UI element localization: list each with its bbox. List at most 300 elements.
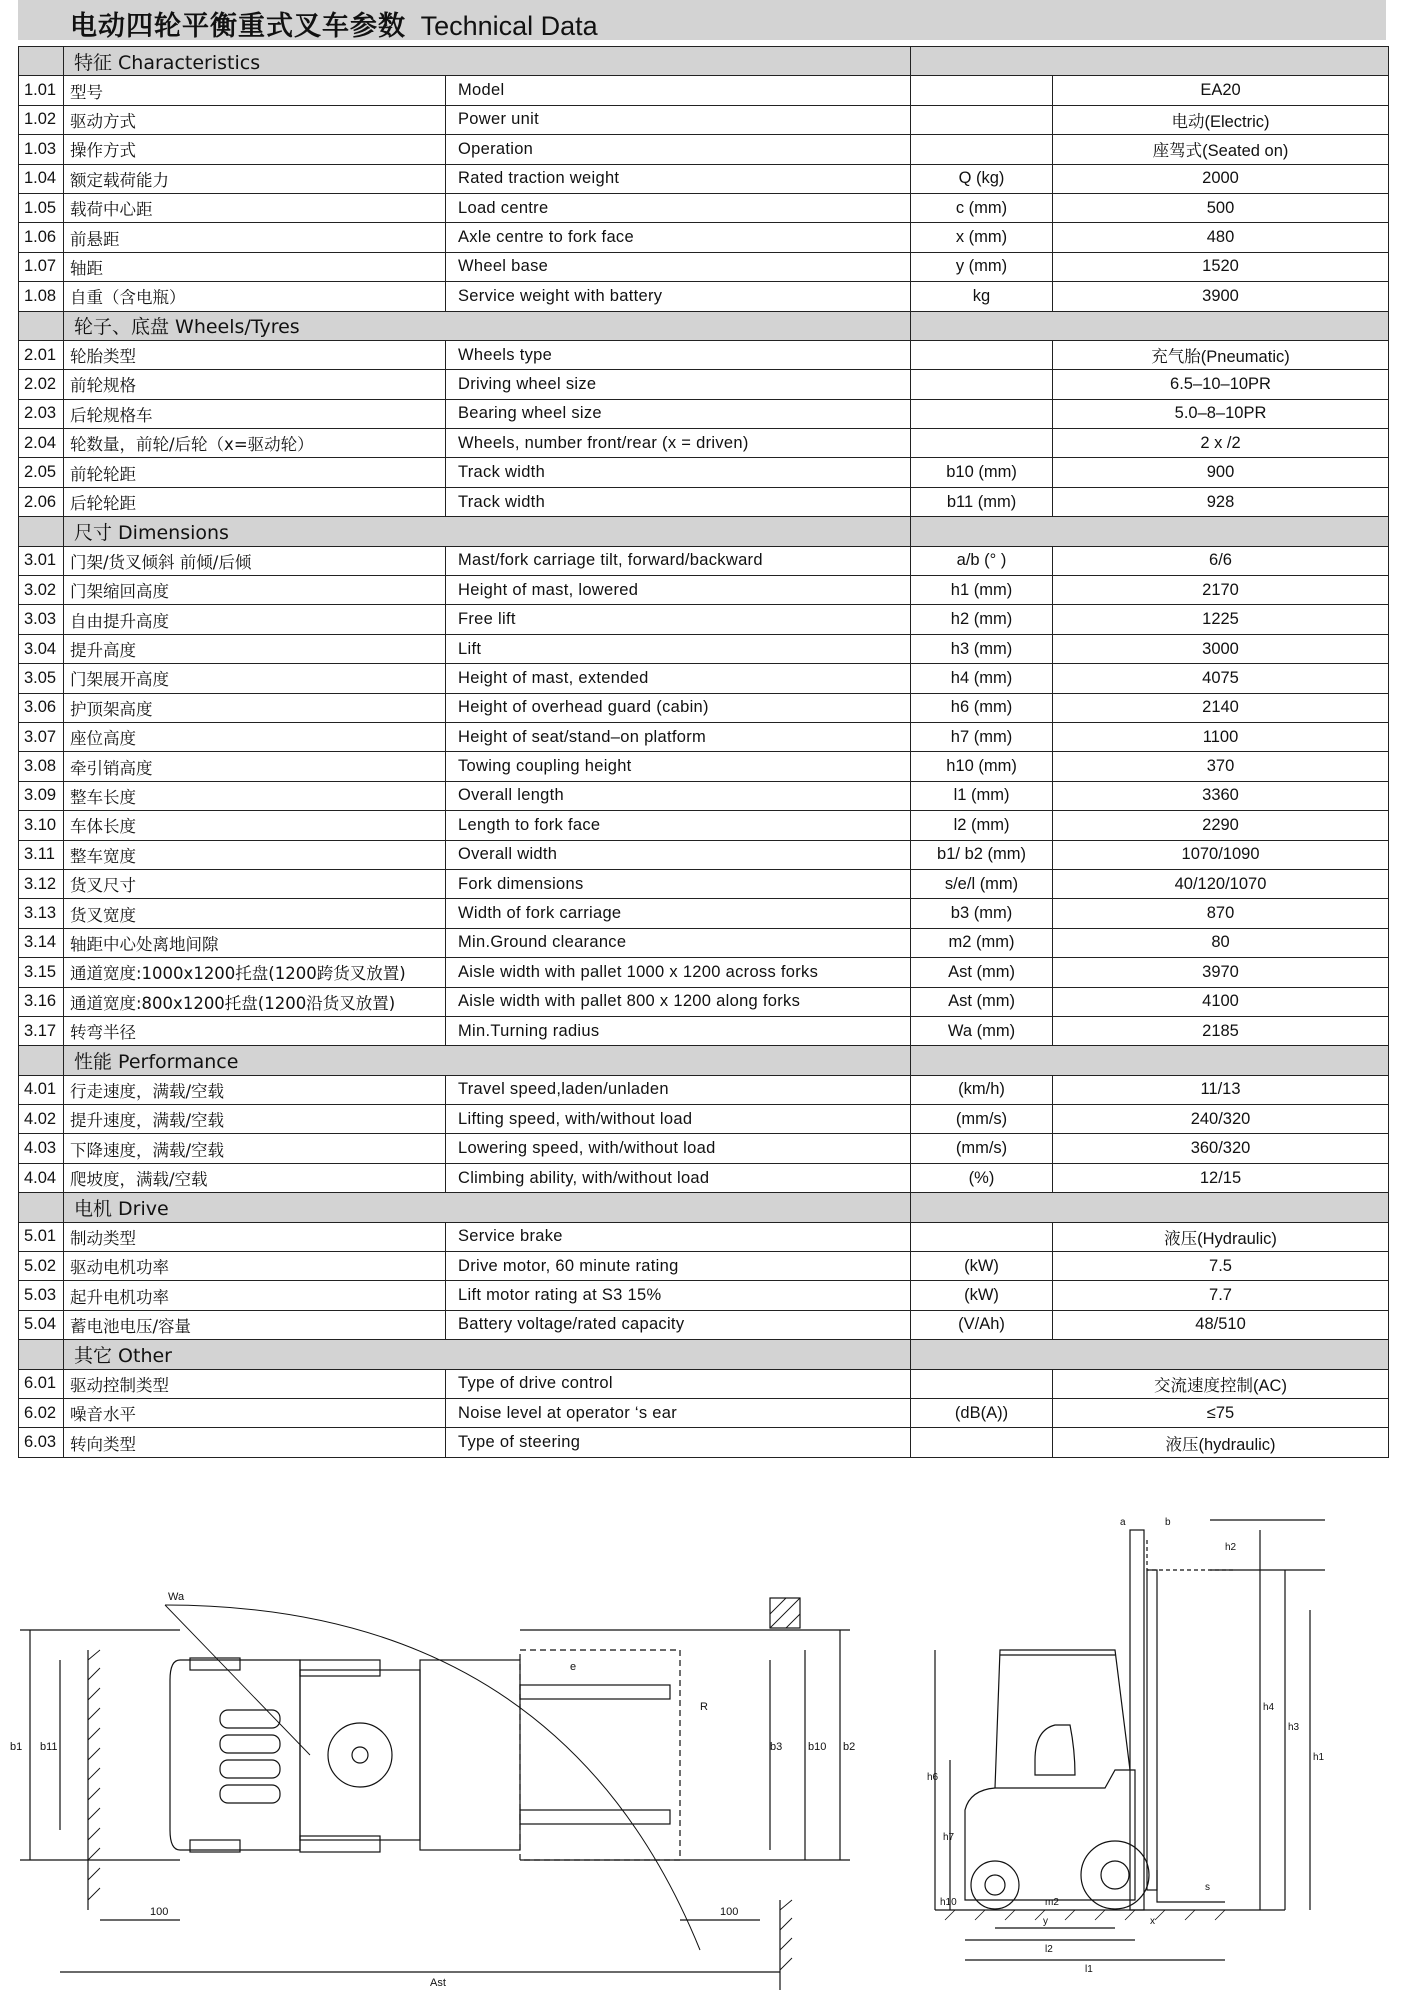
- row-unit: l2 (mm): [911, 811, 1053, 840]
- row-en-label: Service weight with battery: [446, 282, 911, 311]
- row-cn-label: 驱动控制类型: [64, 1369, 446, 1398]
- label-y: y: [1043, 1916, 1048, 1927]
- table-row: [19, 487, 1389, 516]
- row-number: 3.13: [19, 899, 64, 928]
- row-cn-label: 型号: [64, 76, 446, 105]
- row-unit: [911, 399, 1053, 428]
- label-ast: Ast: [430, 1977, 446, 1989]
- table-row: [19, 634, 1389, 663]
- row-en-label: Fork dimensions: [446, 869, 911, 898]
- row-unit: (V/Ah): [911, 1310, 1053, 1339]
- row-en-label: Driving wheel size: [446, 370, 911, 399]
- row-unit: (mm/s): [911, 1105, 1053, 1134]
- row-cn-label: 爬坡度，满载/空载: [64, 1163, 446, 1192]
- row-value: 370: [1053, 752, 1389, 781]
- row-number: 2.02: [19, 370, 64, 399]
- row-en-label: Bearing wheel size: [446, 399, 911, 428]
- table-row: [19, 252, 1389, 281]
- row-number: 5.01: [19, 1222, 64, 1251]
- row-value: EA20: [1053, 76, 1389, 105]
- row-value: 4075: [1053, 664, 1389, 693]
- row-unit: h3 (mm): [911, 634, 1053, 663]
- row-unit: h7 (mm): [911, 722, 1053, 751]
- row-en-label: Overall length: [446, 781, 911, 810]
- table-row: [19, 899, 1389, 928]
- row-en-label: Type of steering: [446, 1428, 911, 1457]
- row-cn-label: 整车长度: [64, 781, 446, 810]
- row-cn-label: 下降速度，满载/空载: [64, 1134, 446, 1163]
- row-number: 3.17: [19, 1016, 64, 1045]
- table-row: [19, 458, 1389, 487]
- row-number: 3.10: [19, 811, 64, 840]
- row-value: 2170: [1053, 576, 1389, 605]
- row-en-label: Drive motor, 60 minute rating: [446, 1252, 911, 1281]
- row-unit: h1 (mm): [911, 576, 1053, 605]
- row-number: 3.16: [19, 987, 64, 1016]
- table-row: [19, 429, 1389, 458]
- row-number: 4.03: [19, 1134, 64, 1163]
- row-unit: (km/h): [911, 1075, 1053, 1104]
- section-title: 其它 Other: [64, 1340, 911, 1369]
- row-number: 4.02: [19, 1105, 64, 1134]
- row-en-label: Aisle width with pallet 800 x 1200 along forks: [446, 987, 911, 1016]
- row-value: 3000: [1053, 634, 1389, 663]
- row-cn-label: 起升电机功率: [64, 1281, 446, 1310]
- row-en-label: Operation: [446, 135, 911, 164]
- row-unit: [911, 135, 1053, 164]
- row-en-label: Mast/fork carriage tilt, forward/backward: [446, 546, 911, 575]
- section-index-cell: [19, 1046, 64, 1075]
- section-header: [19, 47, 1389, 76]
- table-row: [19, 987, 1389, 1016]
- row-cn-label: 门架缩回高度: [64, 576, 446, 605]
- section-blank-cell: [911, 311, 1389, 340]
- row-cn-label: 提升速度，满载/空载: [64, 1105, 446, 1134]
- row-number: 1.06: [19, 223, 64, 252]
- label-b11: b11: [40, 1741, 58, 1753]
- row-cn-label: 自重（含电瓶）: [64, 282, 446, 311]
- table-row: [19, 840, 1389, 869]
- label-h1: h1: [1313, 1752, 1325, 1763]
- row-en-label: Lifting speed, with/without load: [446, 1105, 911, 1134]
- row-value: 4100: [1053, 987, 1389, 1016]
- row-unit: [911, 1428, 1053, 1457]
- row-value: 48/510: [1053, 1310, 1389, 1339]
- row-number: 5.04: [19, 1310, 64, 1339]
- row-en-label: Travel speed,laden/unladen: [446, 1075, 911, 1104]
- row-cn-label: 轴距中心处离地间隙: [64, 928, 446, 957]
- row-unit: [911, 1222, 1053, 1251]
- row-en-label: Track width: [446, 458, 911, 487]
- row-en-label: Load centre: [446, 193, 911, 222]
- row-en-label: Power unit: [446, 105, 911, 134]
- row-value: 900: [1053, 458, 1389, 487]
- table-row: [19, 340, 1389, 369]
- table-row: [19, 1281, 1389, 1310]
- row-number: 1.07: [19, 252, 64, 281]
- section-blank-cell: [911, 1193, 1389, 1222]
- row-en-label: Height of mast, lowered: [446, 576, 911, 605]
- table-row: [19, 1252, 1389, 1281]
- row-value: 928: [1053, 487, 1389, 516]
- label-b3: b3: [770, 1741, 783, 1753]
- section-header: [19, 1046, 1389, 1075]
- spec-table: [18, 46, 1389, 1458]
- label-h7: h7: [943, 1832, 955, 1843]
- table-row: [19, 958, 1389, 987]
- label-100-left: 100: [150, 1906, 169, 1918]
- section-header: [19, 1193, 1389, 1222]
- row-number: 3.07: [19, 722, 64, 751]
- label-x: x: [1150, 1916, 1155, 1927]
- row-cn-label: 轮数量，前轮/后轮（x=驱动轮）: [64, 429, 446, 458]
- row-number: 3.09: [19, 781, 64, 810]
- row-number: 3.04: [19, 634, 64, 663]
- table-row: [19, 1398, 1389, 1427]
- row-cn-label: 整车宽度: [64, 840, 446, 869]
- table-row: [19, 664, 1389, 693]
- row-number: 3.15: [19, 958, 64, 987]
- label-wa: Wa: [168, 1591, 185, 1603]
- title-bar: [18, 0, 1386, 40]
- row-cn-label: 转弯半径: [64, 1016, 446, 1045]
- section-header: [19, 1340, 1389, 1369]
- side-view-drawing: [925, 1510, 1395, 1995]
- row-number: 2.04: [19, 429, 64, 458]
- table-row: [19, 781, 1389, 810]
- row-cn-label: 牵引销高度: [64, 752, 446, 781]
- row-unit: x (mm): [911, 223, 1053, 252]
- section-title: 电机 Drive: [64, 1193, 911, 1222]
- row-unit: Q (kg): [911, 164, 1053, 193]
- table-row: [19, 135, 1389, 164]
- row-en-label: Track width: [446, 487, 911, 516]
- row-cn-label: 护顶架高度: [64, 693, 446, 722]
- label-l1: l1: [1085, 1964, 1093, 1975]
- row-value: 1070/1090: [1053, 840, 1389, 869]
- table-row: [19, 928, 1389, 957]
- row-number: 2.03: [19, 399, 64, 428]
- row-en-label: Rated traction weight: [446, 164, 911, 193]
- row-number: 3.12: [19, 869, 64, 898]
- table-row: [19, 76, 1389, 105]
- row-cn-label: 货叉宽度: [64, 899, 446, 928]
- label-s: s: [1205, 1882, 1210, 1893]
- row-unit: b3 (mm): [911, 899, 1053, 928]
- row-unit: l1 (mm): [911, 781, 1053, 810]
- table-row: [19, 811, 1389, 840]
- row-unit: c (mm): [911, 193, 1053, 222]
- table-row: [19, 752, 1389, 781]
- row-number: 6.01: [19, 1369, 64, 1398]
- table-row: [19, 1310, 1389, 1339]
- title-cn: 电动四轮平衡重式叉车参数: [70, 11, 406, 42]
- row-cn-label: 车体长度: [64, 811, 446, 840]
- row-cn-label: 门架/货叉倾斜 前倾/后倾: [64, 546, 446, 575]
- row-number: 1.02: [19, 105, 64, 134]
- row-value: 11/13: [1053, 1075, 1389, 1104]
- section-index-cell: [19, 311, 64, 340]
- row-value: 500: [1053, 193, 1389, 222]
- row-value: 3360: [1053, 781, 1389, 810]
- row-cn-label: 门架展开高度: [64, 664, 446, 693]
- table-row: [19, 722, 1389, 751]
- row-cn-label: 后轮轮距: [64, 487, 446, 516]
- row-value: 5.0–8–10PR: [1053, 399, 1389, 428]
- row-value: 80: [1053, 928, 1389, 957]
- row-number: 3.01: [19, 546, 64, 575]
- row-value: 交流速度控制(AC): [1053, 1369, 1389, 1398]
- row-value: 1225: [1053, 605, 1389, 634]
- row-unit: [911, 429, 1053, 458]
- section-title: 性能 Performance: [64, 1046, 911, 1075]
- section-blank-cell: [911, 1340, 1389, 1369]
- table-row: [19, 693, 1389, 722]
- label-h3: h3: [1288, 1722, 1300, 1733]
- row-unit: b11 (mm): [911, 487, 1053, 516]
- row-en-label: Service brake: [446, 1222, 911, 1251]
- table-row: [19, 1222, 1389, 1251]
- label-b: b: [1165, 1517, 1171, 1528]
- row-cn-label: 噪音水平: [64, 1398, 446, 1427]
- row-value: 40/120/1070: [1053, 869, 1389, 898]
- row-cn-label: 行走速度，满载/空载: [64, 1075, 446, 1104]
- label-h4: h4: [1263, 1702, 1275, 1713]
- row-value: 2290: [1053, 811, 1389, 840]
- table-row: [19, 193, 1389, 222]
- label-b2: b2: [843, 1741, 856, 1753]
- row-unit: (dB(A)): [911, 1398, 1053, 1427]
- row-number: 1.01: [19, 76, 64, 105]
- row-unit: y (mm): [911, 252, 1053, 281]
- row-unit: Ast (mm): [911, 958, 1053, 987]
- row-unit: [911, 340, 1053, 369]
- row-value: 液压(hydraulic): [1053, 1428, 1389, 1457]
- label-b10: b10: [808, 1741, 827, 1753]
- row-value: 12/15: [1053, 1163, 1389, 1192]
- section-index-cell: [19, 1340, 64, 1369]
- row-en-label: Wheel base: [446, 252, 911, 281]
- section-title: 尺寸 Dimensions: [64, 517, 911, 546]
- row-en-label: Battery voltage/rated capacity: [446, 1310, 911, 1339]
- row-value: 240/320: [1053, 1105, 1389, 1134]
- table-row: [19, 1134, 1389, 1163]
- row-number: 3.06: [19, 693, 64, 722]
- row-value: 液压(Hydraulic): [1053, 1222, 1389, 1251]
- row-value: 360/320: [1053, 1134, 1389, 1163]
- row-en-label: Height of mast, extended: [446, 664, 911, 693]
- table-row: [19, 399, 1389, 428]
- section-blank-cell: [911, 517, 1389, 546]
- table-row: [19, 282, 1389, 311]
- row-en-label: Model: [446, 76, 911, 105]
- row-cn-label: 座位高度: [64, 722, 446, 751]
- section-index-cell: [19, 517, 64, 546]
- row-en-label: Axle centre to fork face: [446, 223, 911, 252]
- row-unit: b1/ b2 (mm): [911, 840, 1053, 869]
- row-cn-label: 转向类型: [64, 1428, 446, 1457]
- row-cn-label: 制动类型: [64, 1222, 446, 1251]
- row-cn-label: 轮胎类型: [64, 340, 446, 369]
- row-value: 6.5–10–10PR: [1053, 370, 1389, 399]
- table-row: [19, 576, 1389, 605]
- row-cn-label: 前轮规格: [64, 370, 446, 399]
- row-unit: Ast (mm): [911, 987, 1053, 1016]
- row-value: 480: [1053, 223, 1389, 252]
- row-en-label: Width of fork carriage: [446, 899, 911, 928]
- row-number: 3.08: [19, 752, 64, 781]
- section-blank-cell: [911, 47, 1389, 76]
- label-b1: b1: [10, 1741, 23, 1753]
- row-number: 3.14: [19, 928, 64, 957]
- row-number: 1.05: [19, 193, 64, 222]
- row-en-label: Wheels type: [446, 340, 911, 369]
- row-number: 2.05: [19, 458, 64, 487]
- row-number: 4.04: [19, 1163, 64, 1192]
- table-row: [19, 1075, 1389, 1104]
- label-a: a: [1120, 1517, 1126, 1528]
- row-number: 3.05: [19, 664, 64, 693]
- row-en-label: Min.Turning radius: [446, 1016, 911, 1045]
- row-value: 座驾式(Seated on): [1053, 135, 1389, 164]
- row-value: ≤75: [1053, 1398, 1389, 1427]
- row-en-label: Lowering speed, with/without load: [446, 1134, 911, 1163]
- row-en-label: Free lift: [446, 605, 911, 634]
- row-value: 2140: [1053, 693, 1389, 722]
- row-number: 5.03: [19, 1281, 64, 1310]
- row-unit: a/b (° ): [911, 546, 1053, 575]
- row-cn-label: 蓄电池电压/容量: [64, 1310, 446, 1339]
- section-header: [19, 517, 1389, 546]
- row-en-label: Towing coupling height: [446, 752, 911, 781]
- row-unit: h6 (mm): [911, 693, 1053, 722]
- row-number: 3.03: [19, 605, 64, 634]
- row-cn-label: 货叉尺寸: [64, 869, 446, 898]
- row-cn-label: 操作方式: [64, 135, 446, 164]
- table-row: [19, 223, 1389, 252]
- table-row: [19, 1163, 1389, 1192]
- row-en-label: Height of overhead guard (cabin): [446, 693, 911, 722]
- row-unit: m2 (mm): [911, 928, 1053, 957]
- row-value: 3900: [1053, 282, 1389, 311]
- row-cn-label: 通道宽度:800x1200托盘(1200沿货叉放置): [64, 987, 446, 1016]
- row-en-label: Climbing ability, with/without load: [446, 1163, 911, 1192]
- label-l2: l2: [1045, 1944, 1053, 1955]
- row-en-label: Noise level at operator ‘s ear: [446, 1398, 911, 1427]
- title-en: Technical Data: [420, 11, 598, 41]
- table-row: [19, 1369, 1389, 1398]
- row-value: 7.7: [1053, 1281, 1389, 1310]
- row-unit: [911, 370, 1053, 399]
- section-title: 轮子、底盘 Wheels/Tyres: [64, 311, 911, 340]
- row-unit: (%): [911, 1163, 1053, 1192]
- row-unit: s/e/l (mm): [911, 869, 1053, 898]
- row-unit: h2 (mm): [911, 605, 1053, 634]
- row-number: 3.02: [19, 576, 64, 605]
- table-row: [19, 370, 1389, 399]
- section-index-cell: [19, 1193, 64, 1222]
- row-en-label: Length to fork face: [446, 811, 911, 840]
- row-unit: (kW): [911, 1252, 1053, 1281]
- row-number: 4.01: [19, 1075, 64, 1104]
- row-number: 1.03: [19, 135, 64, 164]
- row-cn-label: 前轮轮距: [64, 458, 446, 487]
- table-row: [19, 605, 1389, 634]
- row-unit: kg: [911, 282, 1053, 311]
- row-en-label: Height of seat/stand–on platform: [446, 722, 911, 751]
- row-cn-label: 通道宽度:1000x1200托盘(1200跨货叉放置): [64, 958, 446, 987]
- row-en-label: Type of drive control: [446, 1369, 911, 1398]
- row-en-label: Overall width: [446, 840, 911, 869]
- row-number: 5.02: [19, 1252, 64, 1281]
- row-unit: h4 (mm): [911, 664, 1053, 693]
- row-unit: [911, 1369, 1053, 1398]
- table-row: [19, 1105, 1389, 1134]
- row-cn-label: 后轮规格车: [64, 399, 446, 428]
- row-en-label: Wheels, number front/rear (x = driven): [446, 429, 911, 458]
- row-number: 6.02: [19, 1398, 64, 1427]
- row-number: 1.04: [19, 164, 64, 193]
- section-index-cell: [19, 47, 64, 76]
- row-unit: h10 (mm): [911, 752, 1053, 781]
- section-header: [19, 311, 1389, 340]
- row-number: 2.01: [19, 340, 64, 369]
- row-cn-label: 前悬距: [64, 223, 446, 252]
- label-h10: h10: [940, 1897, 957, 1908]
- table-row: [19, 1016, 1389, 1045]
- row-value: 2000: [1053, 164, 1389, 193]
- row-unit: b10 (mm): [911, 458, 1053, 487]
- row-unit: [911, 76, 1053, 105]
- row-value: 1520: [1053, 252, 1389, 281]
- row-value: 电动(Electric): [1053, 105, 1389, 134]
- table-row: [19, 1428, 1389, 1457]
- row-unit: [911, 105, 1053, 134]
- row-unit: (kW): [911, 1281, 1053, 1310]
- row-value: 6/6: [1053, 546, 1389, 575]
- row-value: 870: [1053, 899, 1389, 928]
- row-unit: Wa (mm): [911, 1016, 1053, 1045]
- table-row: [19, 164, 1389, 193]
- page-title: [70, 4, 598, 43]
- row-value: 7.5: [1053, 1252, 1389, 1281]
- table-row: [19, 105, 1389, 134]
- label-e: e: [570, 1661, 577, 1673]
- section-title: 特征 Characteristics: [64, 47, 911, 76]
- row-value: 1100: [1053, 722, 1389, 751]
- table-row: [19, 546, 1389, 575]
- label-r: R: [700, 1701, 708, 1713]
- row-value: 3970: [1053, 958, 1389, 987]
- label-m2: m2: [1045, 1897, 1059, 1908]
- row-cn-label: 自由提升高度: [64, 605, 446, 634]
- table-row: [19, 869, 1389, 898]
- top-view-drawing: [0, 1510, 870, 1995]
- label-h2: h2: [1225, 1542, 1237, 1553]
- row-cn-label: 驱动方式: [64, 105, 446, 134]
- row-number: 6.03: [19, 1428, 64, 1457]
- row-cn-label: 轴距: [64, 252, 446, 281]
- row-value: 2185: [1053, 1016, 1389, 1045]
- row-number: 2.06: [19, 487, 64, 516]
- row-en-label: Min.Ground clearance: [446, 928, 911, 957]
- row-number: 3.11: [19, 840, 64, 869]
- label-100-right: 100: [720, 1906, 739, 1918]
- row-value: 2 x /2: [1053, 429, 1389, 458]
- row-en-label: Lift motor rating at S3 15%: [446, 1281, 911, 1310]
- row-number: 1.08: [19, 282, 64, 311]
- row-en-label: Lift: [446, 634, 911, 663]
